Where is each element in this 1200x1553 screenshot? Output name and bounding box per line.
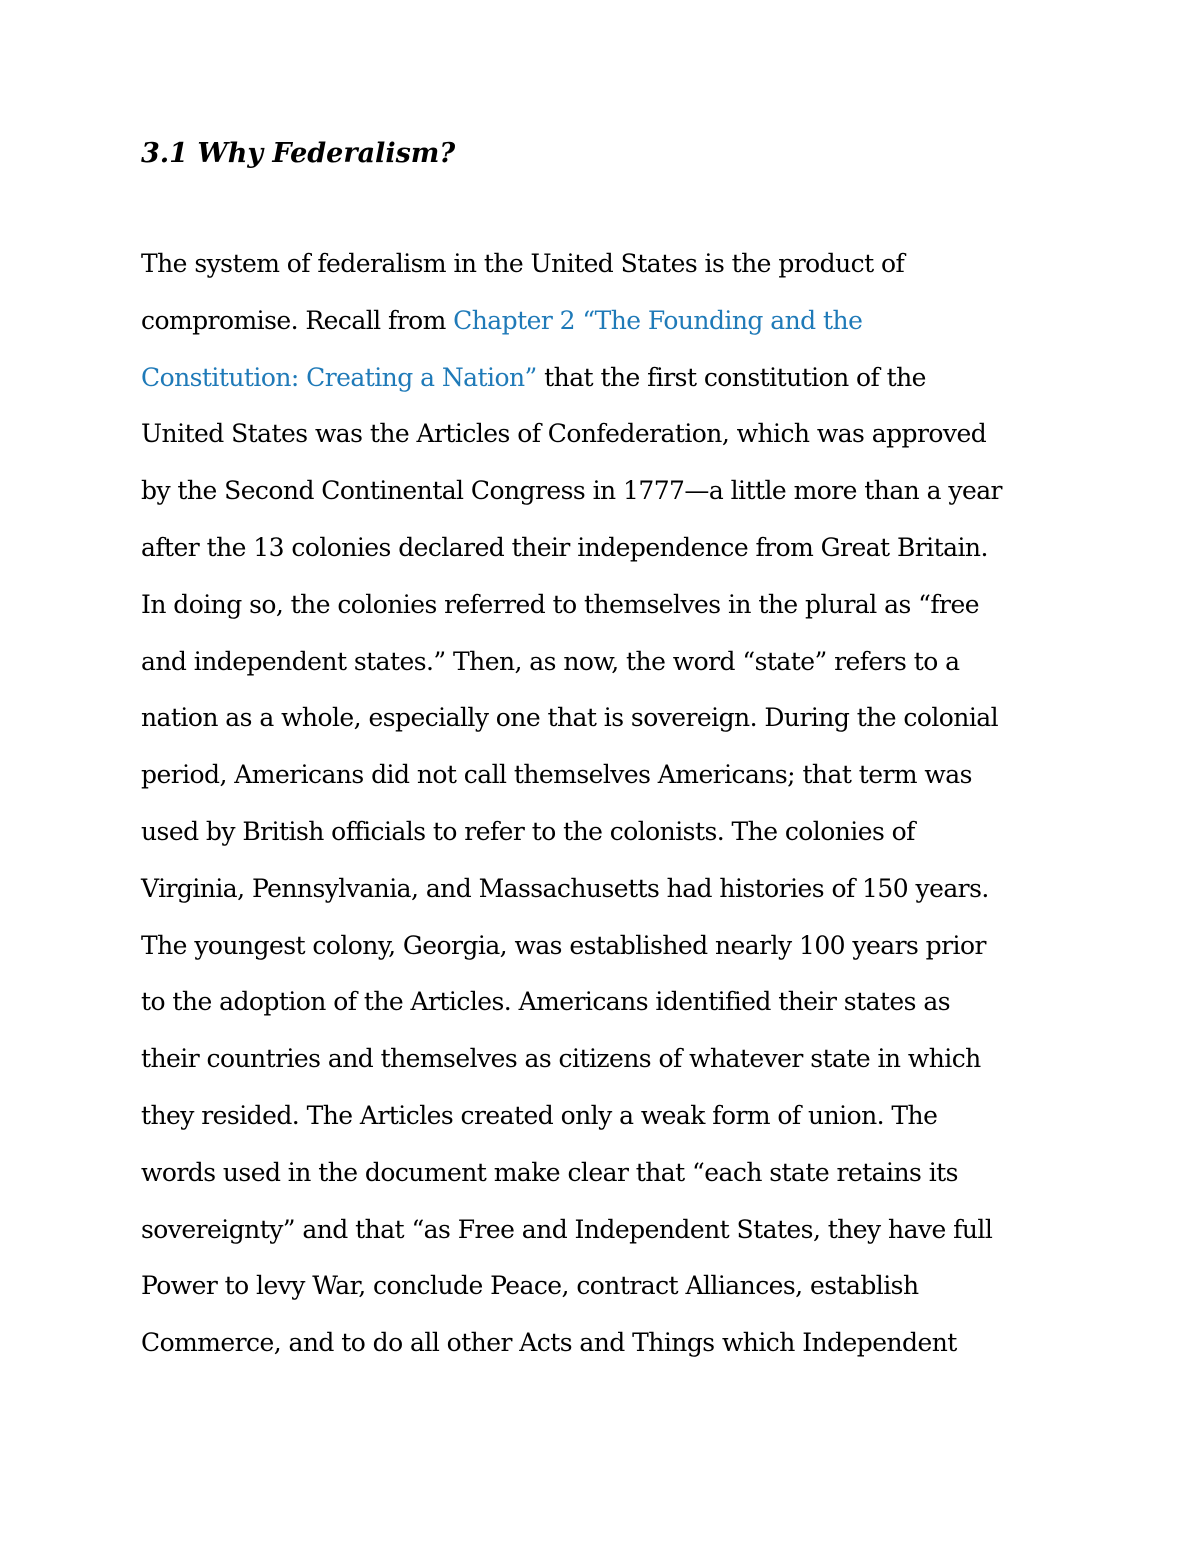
text-segment: Power to levy War, conclude Peace, contract Alliances, establish [141,1271,919,1301]
text-segment: sovereignty” and that “as Free and Independent States, they have full [141,1214,993,1244]
text-line [141,1315,1081,1372]
chapter-link[interactable]: Chapter 2 “The Founding and the [453,305,863,335]
text-line [141,747,1081,804]
text-line [141,1258,1081,1315]
text-segment: that the first constitution of the [536,362,926,392]
body-paragraph [141,236,1081,1372]
text-line [141,1031,1081,1088]
text-line [141,1202,1081,1259]
text-line [141,236,1081,293]
text-line [141,520,1081,577]
text-segment: by the Second Continental Congress in 1777—a little more than a year [141,476,1002,506]
text-line [141,918,1081,975]
text-segment: United States was the Articles of Confederation, which was approved [141,419,987,449]
text-segment: nation as a whole, especially one that is sovereign. During the colonial [141,703,999,733]
text-segment: Commerce, and to do all other Acts and Things which Independent [141,1328,957,1358]
text-segment: The system of federalism in the United States is the product of [141,249,905,278]
text-line [141,293,1081,350]
text-segment: their countries and themselves as citizens of whatever state in which [141,1044,981,1074]
text-line [141,1145,1081,1202]
text-segment: after the 13 colonies declared their independence from Great Britain. [141,532,988,562]
text-segment: period, Americans did not call themselves Americans; that term was [141,760,972,790]
text-line [141,577,1081,634]
section-heading: 3.1 Why Federalism? [141,138,456,169]
text-line [141,974,1081,1031]
text-line [141,634,1081,691]
text-line [141,1088,1081,1145]
text-line [141,350,1081,407]
text-segment: compromise. Recall from [141,305,454,335]
text-segment: they resided. The Articles created only a weak form of union. The [141,1100,938,1130]
text-segment: to the adoption of the Articles. Americans identified their states as [141,987,950,1017]
text-line [141,463,1081,520]
text-segment: The youngest colony, Georgia, was established nearly 100 years prior [141,930,986,960]
text-segment: used by British officials to refer to the colonists. The colonies of [141,816,915,846]
text-segment: Virginia, Pennsylvania, and Massachusetts had histories of 150 years. [141,873,989,903]
text-segment: words used in the document make clear that “each state retains its [141,1157,958,1187]
text-segment: and independent states.” Then, as now, the word “state” refers to a [141,646,960,676]
text-line [141,406,1081,463]
text-line [141,861,1081,918]
text-segment: In doing so, the colonies referred to themselves in the plural as “free [141,589,979,619]
chapter-link[interactable]: Constitution: Creating a Nation” [141,362,537,392]
text-line [141,690,1081,747]
text-line [141,804,1081,861]
